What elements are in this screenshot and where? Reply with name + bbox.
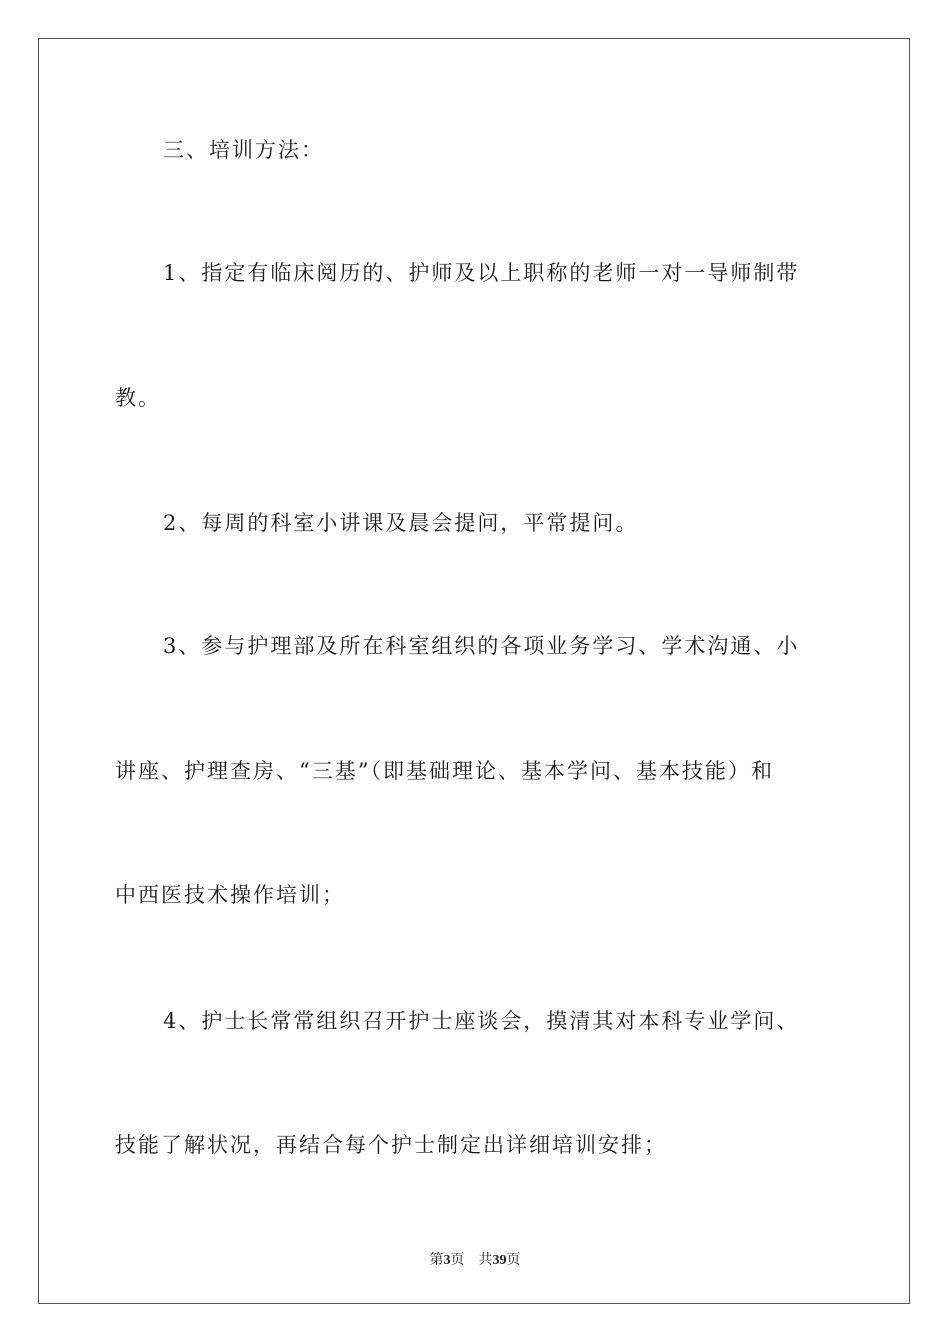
paragraph-line: 讲座、护理查房、“三基”（即基础理论、基本学问、基本技能）和 [115,759,774,783]
paragraph-line: 2、每周的科室小讲课及晨会提问，平常提问。 [163,511,639,535]
footer-total-suffix: 页 [506,1253,521,1268]
footer-total-pages: 39 [492,1253,507,1268]
page-frame [38,38,910,1304]
footer-page-prefix: 第 [429,1253,444,1268]
footer-total-prefix: 共 [478,1253,493,1268]
footer-page-suffix: 页 [450,1253,465,1268]
paragraph-line: 3、参与护理部及所在科室组织的各项业务学习、学术沟通、小 [163,634,800,658]
section-heading: 三、培训方法： [163,138,324,162]
footer-page-number: 3 [443,1253,451,1268]
page-footer [0,1249,950,1269]
paragraph-line: 1、指定有临床阅历的、护师及以上职称的老师一对一导师制带 [163,261,800,285]
paragraph-line: 中西医技术操作培训； [115,883,345,907]
paragraph-line: 4、护士长常常组织召开护士座谈会，摸清其对本科专业学问、 [163,1009,800,1033]
paragraph-line: 教。 [115,386,161,410]
paragraph-line: 技能了解状况，再结合每个护士制定出详细培训安排； [115,1133,667,1157]
